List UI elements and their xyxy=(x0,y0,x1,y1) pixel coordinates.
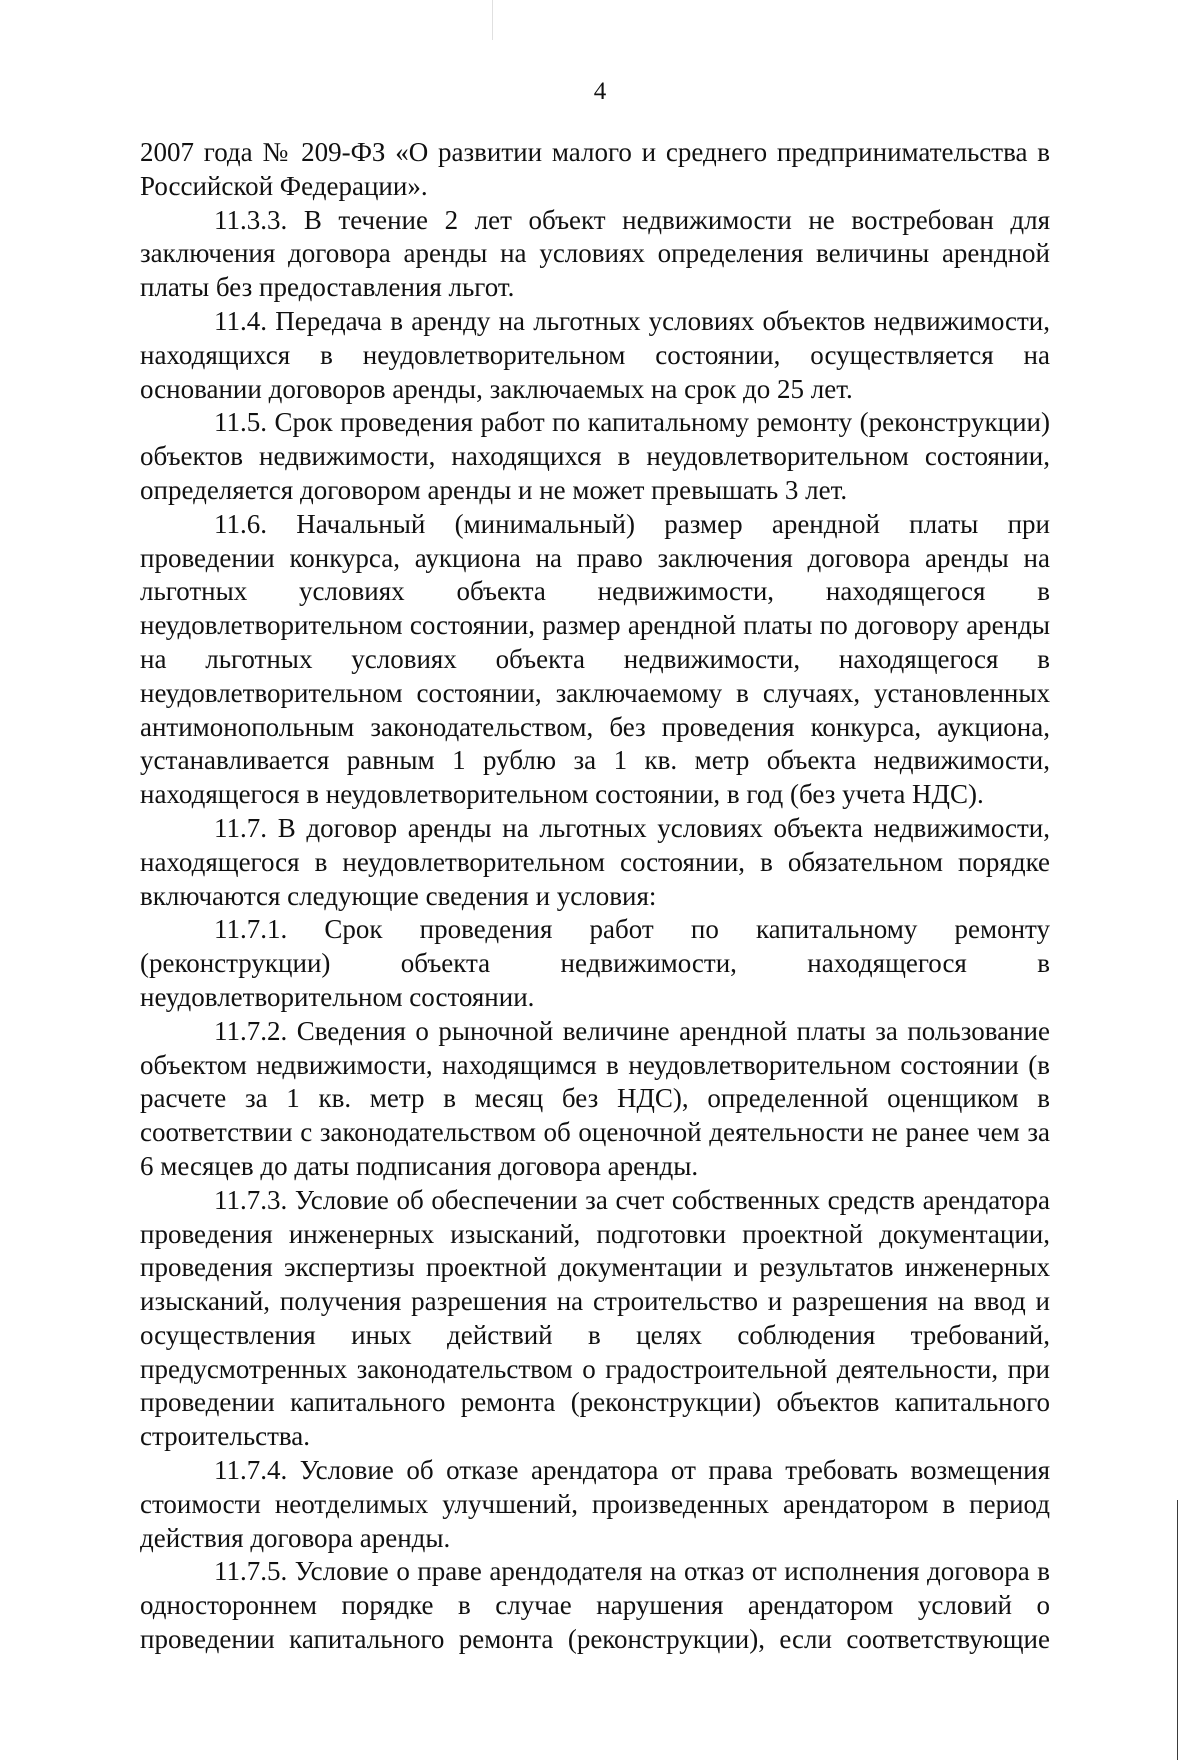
paragraph-11-7-3: 11.7.3. Условие об обеспечении за счет собственных средств арендатора проведения инженерных изысканий, подготовки проектной документации, проведения экспертизы проектной документации и результатов инженерных изысканий, получения разрешения на строительство и разрешения на ввод и осуществления иных действий в целях соблюдения требований, предусмотренных законодательством о градостроительной деятельности, при проведении капитального ремонта (реконструкции) объектов капитального строительства. xyxy=(140,1184,1050,1452)
paragraph-11-4: 11.4. Передача в аренду на льготных условиях объектов недвижимости, находящихся в неудовлетворительном состоянии, осуществляется на основании договоров аренды, заключаемых на срок до 25 лет. xyxy=(140,305,1050,404)
paragraph-11-7: 11.7. В договор аренды на льготных условиях объекта недвижимости, находящегося в неудовлетворительном состоянии, в обязательном порядке включаются следующие сведения и условия: xyxy=(140,812,1050,911)
document-body xyxy=(140,136,1050,1657)
paragraph-11-6: 11.6. Начальный (минимальный) размер арендной платы при проведении конкурса, аукциона на право заключения договора аренды на льготных условиях объекта недвижимости, находящегося в неудовлетворительном состоянии, размер арендной платы по договору аренды на льготных условиях объекта недвижимости, находящегося в неудовлетворительном состоянии, заключаемому в случаях, установленных антимонопольным законодательством, без проведения конкурса, аукциона, устанавливается равным 1 рублю за 1 кв. метр объекта недвижимости, находящегося в неудовлетворительном состоянии, в год (без учета НДС). xyxy=(140,508,1050,810)
paragraph-11-7-4: 11.7.4. Условие об отказе арендатора от права требовать возмещения стоимости неотделимых улучшений, произведенных арендатором в период действия договора аренды. xyxy=(140,1455,1050,1553)
page-number: 4 xyxy=(593,78,607,105)
scan-artifact-top xyxy=(492,0,493,40)
paragraph-11-7-1: 11.7.1. Срок проведения работ по капитальному ремонту (реконструкции) объекта недвижимости, находящегося в неудовлетворительном состоянии. xyxy=(140,914,1050,1012)
paragraph-continuation: 2007 года № 209-ФЗ «О развитии малого и среднего предпринимательства в Российской Федерации». xyxy=(140,137,1050,201)
paragraph-11-7-5: 11.7.5. Условие о праве арендодателя на отказ от исполнения договора в одностороннем порядке в случае нарушения арендатором условий о проведении капитального ремонта (реконструкции), если соответствующие xyxy=(140,1556,1050,1655)
paragraph-11-3-3: 11.3.3. В течение 2 лет объект недвижимости не востребован для заключения договора аренды на условиях определения величины арендной платы без предоставления льгот. xyxy=(140,204,1050,303)
scan-artifact-edge xyxy=(1177,1500,1178,1760)
paragraph-11-7-2: 11.7.2. Сведения о рыночной величине арендной платы за пользование объектом недвижимости, находящимся в неудовлетворительном состоянии (в расчете за 1 кв. метр в месяц без НДС), определенной оценщиком в соответствии с законодательством об оценочной деятельности не ранее чем за 6 месяцев до даты подписания договора аренды. xyxy=(140,1015,1050,1181)
paragraph-11-5: 11.5. Срок проведения работ по капитальному ремонту (реконструкции) объектов недвижимости, находящихся в неудовлетворительном состоянии, определяется договором аренды и не может превышать 3 лет. xyxy=(140,407,1050,505)
